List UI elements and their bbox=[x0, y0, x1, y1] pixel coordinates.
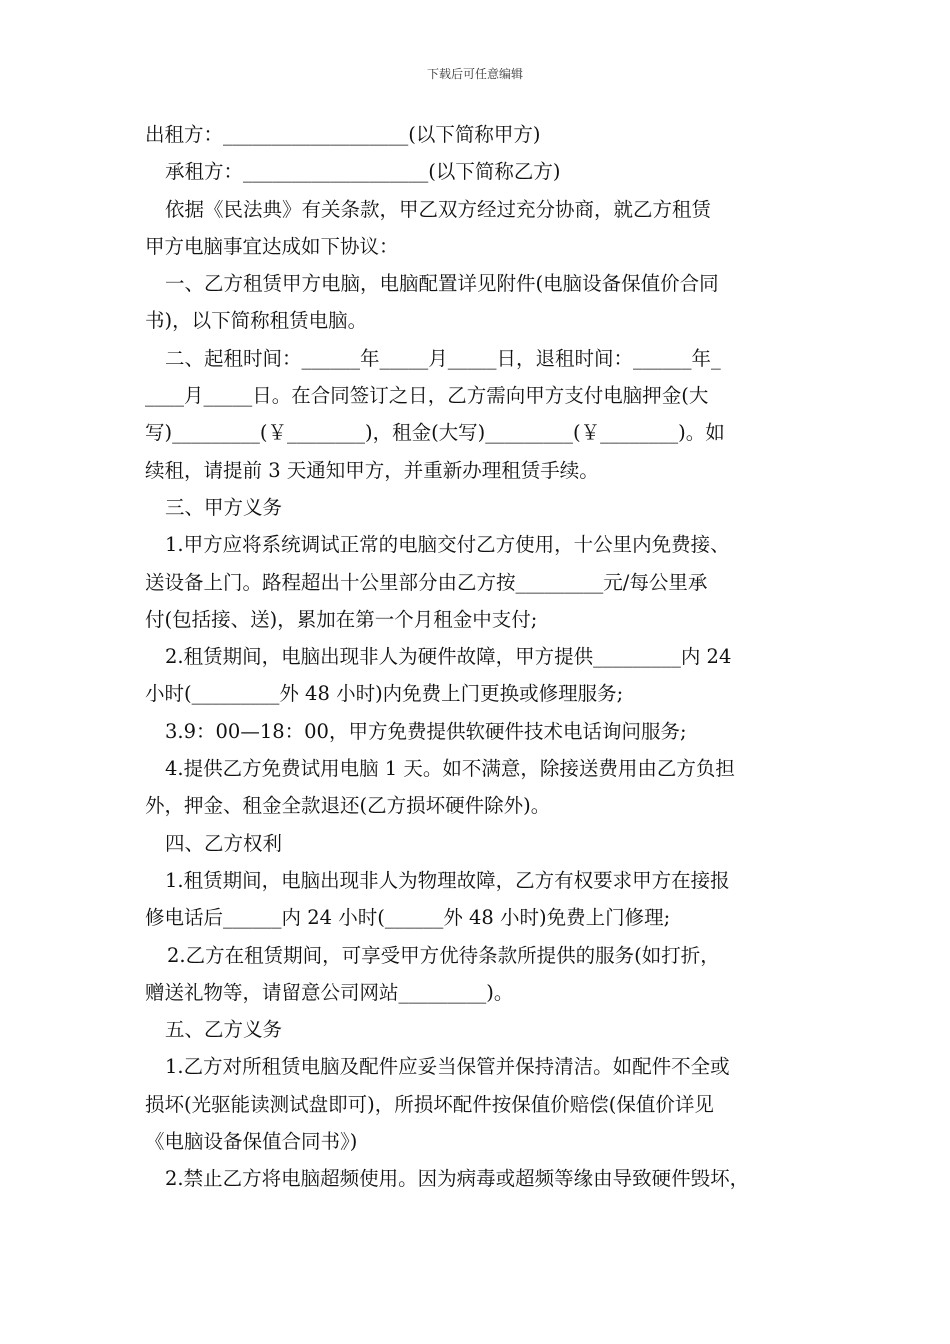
text-line: ____月_____日。在合同签订之日，乙方需向甲方支付电脑押金(大 bbox=[145, 384, 709, 408]
text-line: 送设备上门。路程超出十公里部分由乙方按_________元/每公里承 bbox=[145, 570, 708, 594]
text-line: 续租，请提前 3 天通知甲方，并重新办理租赁手续。 bbox=[145, 458, 599, 482]
text-line: 二、起租时间：______年_____月_____日，退租时间：______年_ bbox=[165, 346, 721, 370]
text-line: 付(包括接、送)，累加在第一个月租金中支付; bbox=[145, 607, 538, 631]
text-line: 2.禁止乙方将电脑超频使用。因为病毒或超频等缘由导致硬件毁坏， bbox=[165, 1167, 750, 1191]
text-line: 承租方：___________________(以下简称乙方) bbox=[165, 160, 561, 184]
text-line: 外，押金、租金全款退还(乙方损坏硬件除外)。 bbox=[145, 794, 551, 818]
text-line: 1.甲方应将系统调试正常的电脑交付乙方使用，十公里内免费接、 bbox=[165, 533, 730, 557]
text-line: 五、乙方义务 bbox=[165, 1018, 283, 1042]
text-line: 2.乙方在租赁期间，可享受甲方优待条款所提供的服务(如打折， bbox=[167, 943, 720, 967]
text-line: 损坏(光驱能读测试盘即可)，所损坏配件按保值价赔偿(保值价详见 bbox=[145, 1092, 714, 1116]
text-line: 2.租赁期间，电脑出现非人为硬件故障，甲方提供_________内 24 bbox=[165, 645, 732, 669]
text-line: 写)_________(￥________)，租金(大写)_________(￥________)。如 bbox=[145, 421, 725, 445]
text-line: 三、甲方义务 bbox=[165, 495, 283, 519]
text-line: 四、乙方权利 bbox=[165, 831, 283, 855]
text-line: 1.乙方对所租赁电脑及配件应妥当保管并保持清洁。如配件不全或 bbox=[165, 1055, 730, 1079]
text-line: 小时(_________外 48 小时)内免费上门更换或修理服务; bbox=[145, 682, 624, 706]
text-line: 《电脑设备保值合同书》) bbox=[145, 1130, 358, 1154]
document-body bbox=[145, 116, 813, 1198]
text-line: 赠送礼物等，请留意公司网站_________)。 bbox=[145, 980, 514, 1004]
text-line: 修电话后______内 24 小时(______外 48 小时)免费上门修理; bbox=[145, 906, 671, 930]
page-header: 下载后可任意编辑 bbox=[426, 67, 523, 81]
text-line: 1.租赁期间，电脑出现非人为物理故障，乙方有权要求甲方在接报 bbox=[165, 868, 730, 892]
text-line: 书)，以下简称租赁电脑。 bbox=[145, 309, 368, 333]
text-line: 一、乙方租赁甲方电脑，电脑配置详见附件(电脑设备保值价合同 bbox=[165, 272, 719, 296]
text-line: 出租方：___________________(以下简称甲方) bbox=[145, 123, 541, 146]
text-line: 4.提供乙方免费试用电脑 1 天。如不满意，除接送费用由乙方负担 bbox=[165, 757, 735, 781]
text-line: 甲方电脑事宜达成如下协议： bbox=[145, 234, 399, 258]
text-line: 依据《民法典》有关条款，甲乙双方经过充分协商，就乙方租赁 bbox=[165, 197, 712, 221]
text-line: 3.9：00—18：00，甲方免费提供软硬件技术电话询问服务; bbox=[165, 719, 687, 743]
